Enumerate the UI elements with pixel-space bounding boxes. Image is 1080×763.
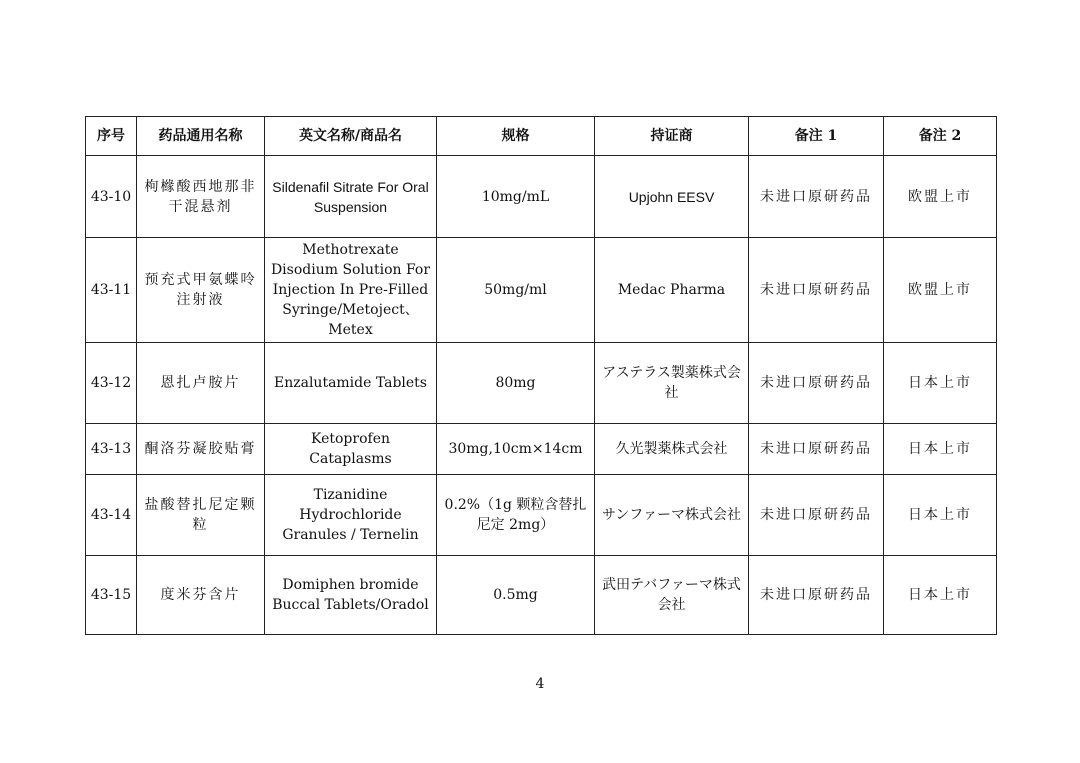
table-row [86, 556, 997, 635]
spec-cell: 30mg,10cm×14cm [437, 424, 595, 475]
english-name-cell: Methotrexate Disodium Solution For Injection In Pre-Filled Syringe/Metoject、Metex [265, 238, 437, 343]
spec-cell: 0.5mg [437, 556, 595, 635]
holder-cell: Upjohn EESV [595, 156, 749, 238]
remark-1-cell: 未进口原研药品 [749, 475, 884, 556]
holder-cell: サンファーマ株式会社 [595, 475, 749, 556]
spec-cell: 50mg/ml [437, 238, 595, 343]
header-serial-number: 序号 [86, 117, 137, 156]
english-name-cell: Enzalutamide Tablets [265, 343, 437, 424]
row-number: 43-10 [86, 156, 137, 238]
table-row [86, 156, 997, 238]
remark-1-cell: 未进口原研药品 [749, 156, 884, 238]
generic-name-cell: 枸橼酸西地那非干混悬剂 [137, 156, 265, 238]
remark-2-cell: 日本上市 [884, 424, 997, 475]
row-number: 43-13 [86, 424, 137, 475]
header-specification: 规格 [437, 117, 595, 156]
english-name-cell: Domiphen bromide Buccal Tablets/Oradol [265, 556, 437, 635]
holder-cell: Medac Pharma [595, 238, 749, 343]
drug-list-table [85, 116, 997, 635]
row-number: 43-11 [86, 238, 137, 343]
generic-name-cell: 恩扎卢胺片 [137, 343, 265, 424]
english-name-cell: Ketoprofen Cataplasms [265, 424, 437, 475]
generic-name-cell: 预充式甲氨蝶呤注射液 [137, 238, 265, 343]
spec-cell: 0.2%（1g 颗粒含替扎尼定 2mg） [437, 475, 595, 556]
remark-1-cell: 未进口原研药品 [749, 343, 884, 424]
row-number: 43-14 [86, 475, 137, 556]
generic-name-cell: 酮洛芬凝胶贴膏 [137, 424, 265, 475]
spec-cell: 10mg/mL [437, 156, 595, 238]
remark-2-cell: 日本上市 [884, 475, 997, 556]
table-row [86, 424, 997, 475]
page-number: 4 [535, 676, 545, 692]
remark-2-cell: 日本上市 [884, 556, 997, 635]
holder-cell: 武田テバファーマ株式会社 [595, 556, 749, 635]
header-license-holder: 持证商 [595, 117, 749, 156]
table-row [86, 475, 997, 556]
remark-1-cell: 未进口原研药品 [749, 556, 884, 635]
spec-cell: 80mg [437, 343, 595, 424]
holder-cell: 久光製薬株式会社 [595, 424, 749, 475]
english-name-cell: Tizanidine Hydrochloride Granules / Ternelin [265, 475, 437, 556]
english-name-cell: Sildenafil Sitrate For Oral Suspension [265, 156, 437, 238]
header-remark-1: 备注 1 [749, 117, 884, 156]
table-header-row [86, 117, 997, 156]
table-row [86, 238, 997, 343]
table-row [86, 343, 997, 424]
remark-1-cell: 未进口原研药品 [749, 238, 884, 343]
remark-2-cell: 欧盟上市 [884, 156, 997, 238]
holder-cell: アステラス製薬株式会社 [595, 343, 749, 424]
header-generic-name: 药品通用名称 [137, 117, 265, 156]
remark-2-cell: 欧盟上市 [884, 238, 997, 343]
header-remark-2: 备注 2 [884, 117, 997, 156]
remark-2-cell: 日本上市 [884, 343, 997, 424]
generic-name-cell: 度米芬含片 [137, 556, 265, 635]
row-number: 43-12 [86, 343, 137, 424]
header-english-name: 英文名称/商品名 [265, 117, 437, 156]
generic-name-cell: 盐酸替扎尼定颗粒 [137, 475, 265, 556]
row-number: 43-15 [86, 556, 137, 635]
remark-1-cell: 未进口原研药品 [749, 424, 884, 475]
